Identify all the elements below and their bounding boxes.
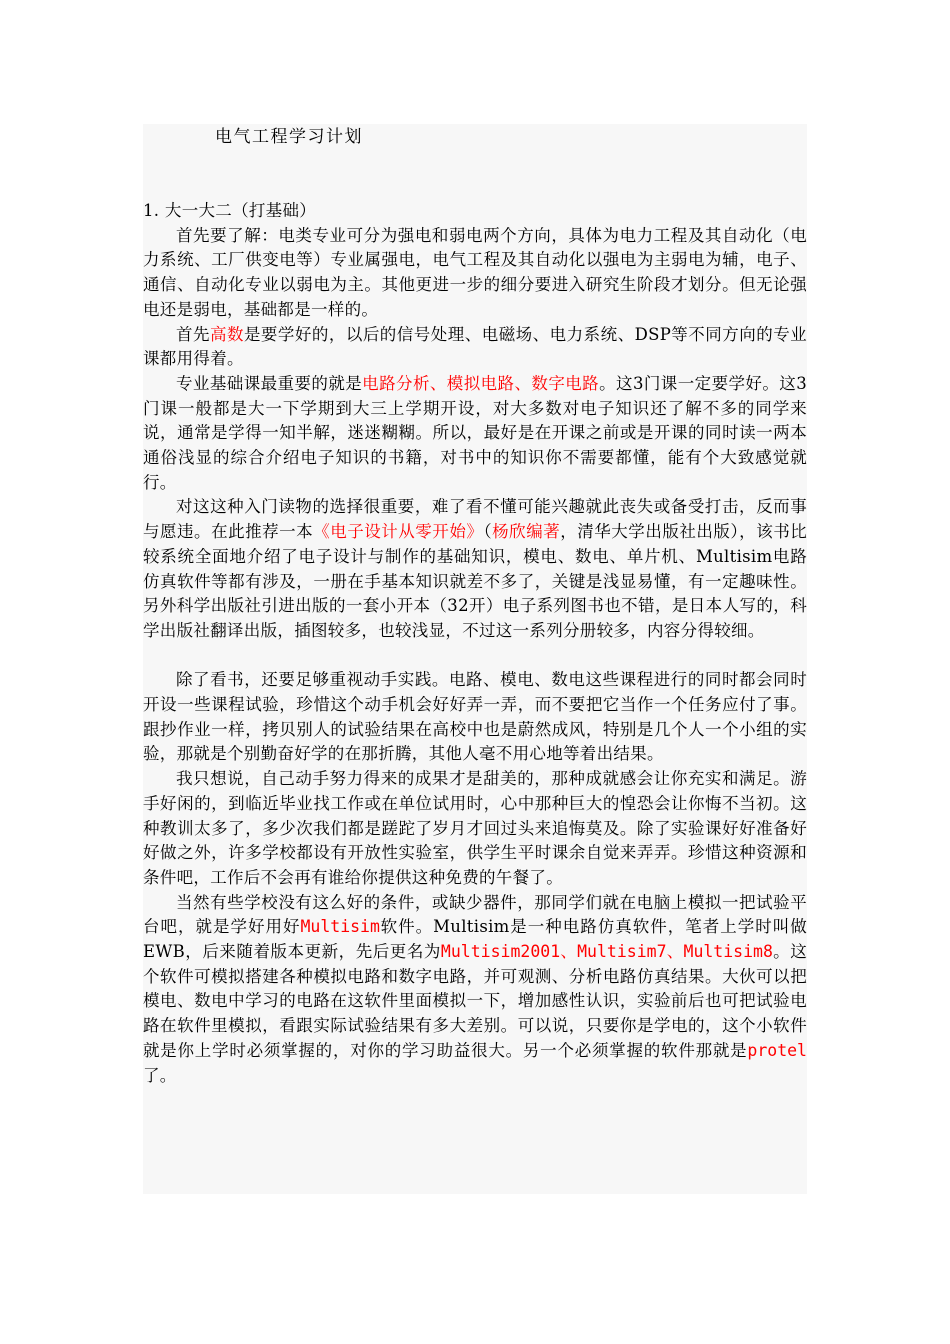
- paragraph-math: [143, 323, 807, 372]
- paragraph-text: 对这这种入门读物的选择很重要，难了看不懂可能兴趣就此丧失或备受打击，反而事与愿违。在此推荐一本: [143, 497, 807, 542]
- document-title: 电气工程学习计划: [215, 127, 363, 147]
- highlight-math: 高数: [209, 324, 244, 344]
- highlight-core-courses: 电路分析、模拟电路、数字电路: [362, 373, 600, 393]
- paragraph-text: （: [483, 522, 493, 542]
- paragraph-practice: 除了看书，还要足够重视动手实践。电路、模电、数电这些课程进行的同时都会同时开设一些课程试验，珍惜这个动手机会好好弄一弄，而不要把它当作一个任务应付了事。跟抄作业一样，拷贝别人的试验结果在高校中也是蔚然成风，特别是几个人一个小组的实验，那就是个别勤奋好学的在那折腾，其他人毫不用心地等着出结果。: [143, 670, 807, 764]
- paragraph-text: 了。: [143, 1065, 177, 1085]
- paragraph-book-recommendation: [143, 495, 807, 643]
- paragraph-text: ，清华大学出版社出版），该书比较系统全面地介绍了电子设计与制作的基础知识，模电、数电、单片机、Multisim电路仿真软件等都有涉及，一册在手基本知识就差不多了，关键是浅显易懂，有一定趣味性。另外科学出版社引进出版的一套小开本（32开）电子系列图书也不错，是日本人写的，科学出版社翻译出版，插图较多，也较浅显，不过这一系列分册较多，内容分得较细。: [143, 522, 808, 640]
- paragraph-text: 当然有些学校没有这么好的条件，或缺少器件，那同学们就在电脑上模拟一把试验平台吧，就是学好用好: [143, 892, 807, 937]
- section-heading: 1. 大一大二（打基础）: [143, 201, 317, 220]
- highlight-multisim: Multisim: [300, 917, 380, 937]
- paragraph-effort: 我只想说，自己动手努力得来的成果才是甜美的，那种成就感会让你充实和满足。游手好闲的，到临近毕业找工作或在单位试用时，心中那种巨大的惶恐会让你悔不当初。这种教训太多了，多少次我们都是蹉跎了岁月才回过头来追悔莫及。除了实验课好好准备好好做之外，许多学校都设有开放性实验室，供学生平时课余自觉来弄弄。珍惜这种资源和条件吧，工作后不会再有谁给你提供这种免费的午餐了。: [143, 769, 807, 887]
- paragraph-text: 是要学好的，以后的信号处理、电磁场、电力系统、DSP等不同方向的专业课都用得着。: [143, 324, 807, 369]
- highlight-book-title: 《电子设计从零开始》: [313, 522, 484, 542]
- paragraph-text: 专业基础课最重要的就是: [176, 373, 363, 393]
- paragraph-simulation: [143, 891, 807, 1089]
- highlight-multisim-versions: Multisim2001、Multisim7、Multisim8: [440, 942, 773, 962]
- paragraph-text: 软件。Multisim是一种电路仿真软件，笔者上学时叫做EWB，后来随着版本更新，先后更名为: [143, 917, 808, 962]
- paragraph-text: 首先: [176, 324, 210, 344]
- paragraph-intro: 首先要了解：电类专业可分为强电和弱电两个方向，具体为电力工程及其自动化（电力系统、工厂供变电等）专业属强电，电气工程及其自动化以强电为主弱电为辅，电子、通信、自动化专业以弱电为主。其他更进一步的细分要进入研究生阶段才划分。但无论强电还是弱电，基础都是一样的。: [143, 225, 807, 319]
- paragraph-spacer: [143, 644, 807, 669]
- document-body: [143, 199, 807, 1088]
- paragraph-text: 。这个软件可模拟搭建各种模拟电路和数字电路，并可观测、分析电路仿真结果。大伙可以把模电、数电中学习的电路在这软件里面模拟一下，增加感性认识，实验前后也可把试验电路在软件里模拟，看跟实际试验结果有多大差别。可以说，只要你是学电的，这个小软件就是你上学时必须掌握的，对你的学习助益很大。另一个必须掌握的软件那就是: [143, 942, 808, 1060]
- highlight-protel: protel: [747, 1040, 807, 1060]
- paragraph-core-courses: [143, 372, 807, 496]
- paragraph-text: 。这3门课一定要学好。这3门课一般都是大一下学期到大三上学期开设，对大多数对电子知识还了解不多的同学来说，通常是学得一知半解，迷迷糊糊。所以，最好是在开课之前或是开课的同时读一两本通俗浅显的综合介绍电子知识的书籍，对书中的知识你不需要都懂，能有个大致感觉就行。: [143, 373, 807, 492]
- highlight-book-author: 杨欣编著: [492, 522, 561, 542]
